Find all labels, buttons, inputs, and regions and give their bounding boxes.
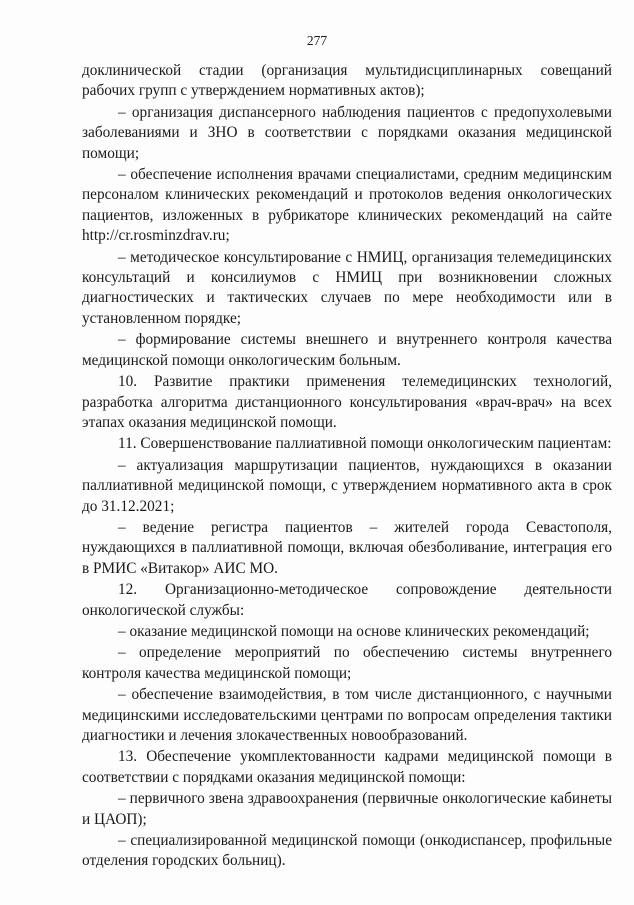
paragraph: – обеспечение взаимодействия, в том числе дистанционного, с научными медицинскими исследовательскими центрами по вопросам определения тактики диагностики и лечения злокачественных новообразований. (82, 686, 612, 744)
paragraph: – первичного звена здравоохранения (первичные онкологические кабинеты и ЦАОП); (82, 790, 612, 828)
paragraph: – методическое консультирование с НМИЦ, организация телемедицинских консультаций и консилиумов с НМИЦ при возникновении сложных диагностических и тактических случаев по мере необходимости или в установленном порядке; (82, 248, 612, 327)
page-number: 277 (306, 33, 328, 48)
paragraph: 11. Совершенствование паллиативной помощи онкологическим пациентам: (118, 435, 612, 453)
paragraph: – ведение регистра пациентов – жителей города Севастополя, нуждающихся в паллиативной помощи, включая обезболивание, интеграция его в РМИС «Витакор» АИС МО. (82, 518, 612, 577)
document-body (82, 61, 612, 872)
paragraph: – оказание медицинской помощи на основе клинических рекомендаций; (118, 622, 590, 640)
paragraph: – обеспечение исполнения врачами специалистами, средним медицинским персоналом клинических рекомендаций и протоколов ведения онкологических пациентов, изложенных в рубрикаторе клинических рекомендаций на сайте http://cr.rosminzdrav.ru; (82, 166, 612, 245)
paragraph: – организация диспансерного наблюдения пациентов с предопухолевыми заболеваниями и ЗНО в соответствии с порядками оказания медицинской помощи; (82, 103, 612, 162)
paragraph: – формирование системы внешнего и внутреннего контроля качества медицинской помощи онкологическим больным. (82, 331, 612, 369)
paragraph: 12. Организационно-методическое сопровождение деятельности онкологической службы: (82, 581, 612, 619)
paragraph: – определение мероприятий по обеспечению системы внутреннего контроля качества медицинской помощи; (82, 644, 612, 682)
paragraph: – актуализация маршрутизации пациентов, нуждающихся в оказании паллиативной медицинской помощи, с утверждением нормативного акта в срок до 31.12.2021; (82, 456, 612, 515)
paragraph: 13. Обеспечение укомплектованности кадрами медицинской помощи в соответствии с порядками оказания медицинской помощи: (82, 748, 612, 786)
paragraph: 10. Развитие практики применения телемедицинских технологий, разработка алгоритма дистанционного консультирования «врач-врач» на всех этапах оказания медицинской помощи. (82, 373, 612, 431)
paragraph: – специализированной медицинской помощи (онкодиспансер, профильные отделения городских больниц). (82, 832, 612, 870)
paragraph: доклинической стадии (организация мультидисциплинарных совещаний рабочих групп с утверждением нормативных актов); (82, 62, 612, 100)
